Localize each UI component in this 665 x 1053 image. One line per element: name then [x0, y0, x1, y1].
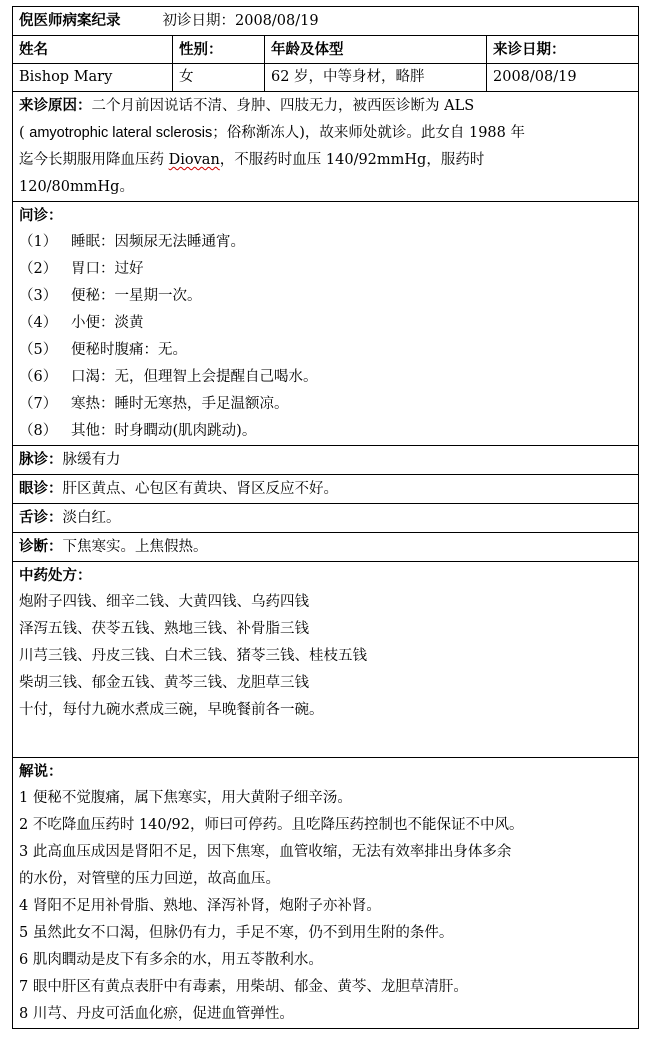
pulse-text: 脉缓有力 — [62, 452, 121, 468]
eye-text: 肝区黄点、心包区有黄块、肾区反应不好。 — [62, 481, 338, 497]
inquiry-item — [19, 364, 632, 391]
inquiry-item-text: 胃口：过好 — [71, 261, 144, 277]
diagnosis-label: 诊断： — [19, 538, 63, 555]
prescription-line: 泽泻五钱、茯苓五钱、熟地三钱、补骨脂三钱 — [19, 621, 309, 637]
explain-line: 7 眼中肝区有黄点表肝中有毒素，用柴胡、郁金、黄芩、龙胆草清肝。 — [19, 979, 468, 995]
explain-line: 1 便秘不觉腹痛，属下焦寒实，用大黄附子细辛汤。 — [19, 790, 352, 806]
tongue-label: 舌诊： — [19, 509, 63, 526]
inquiry-item-number: （6） — [19, 369, 58, 385]
inquiry-item-text: 便秘：一星期一次。 — [71, 288, 202, 304]
prescription-line: 川芎三钱、丹皮三钱、白术三钱、猪苓三钱、桂枝五钱 — [19, 648, 367, 664]
als-term: amyotrophic lateral sclerosis — [29, 125, 213, 141]
inquiry-item — [19, 229, 632, 256]
inquiry-item-number: （8） — [19, 423, 58, 439]
diagnosis-row — [13, 533, 639, 562]
inquiry-item — [19, 310, 632, 337]
inquiry-item-text: 其他：时身瞤动(肌肉跳动)。 — [71, 423, 257, 439]
medical-record — [12, 6, 638, 1029]
record-title: 倪医师病案纪录 — [19, 12, 121, 29]
header-name: 姓名 — [13, 36, 173, 64]
header-visit-date: 来诊日期： — [487, 36, 639, 64]
patient-visit-date: 2008/08/19 — [487, 64, 639, 92]
pulse-label: 脉诊： — [19, 451, 63, 468]
inquiry-row — [13, 202, 639, 446]
prescription-line: 柴胡三钱、郁金五钱、黄芩三钱、龙胆草三钱 — [19, 675, 309, 691]
explain-line: 4 肾阳不足用补骨脂、熟地、泽泻补肾，炮附子亦补肾。 — [19, 898, 381, 914]
inquiry-item-text: 便秘时腹痛：无。 — [71, 342, 187, 358]
explain-list — [19, 785, 632, 1028]
inquiry-item — [19, 337, 632, 364]
header-age: 年龄及体型 — [265, 36, 487, 64]
explain-row — [13, 758, 639, 1029]
inquiry-item-number: （3） — [19, 288, 58, 304]
inquiry-item-number: （7） — [19, 396, 58, 412]
explain-line: 6 肌肉瞤动是皮下有多余的水，用五苓散利水。 — [19, 952, 323, 968]
reason-row — [13, 92, 639, 202]
inquiry-item-number: （1） — [19, 234, 58, 250]
inquiry-item-text: 小便：淡黄 — [71, 315, 144, 331]
inquiry-item-number: （5） — [19, 342, 58, 358]
prescription-row — [13, 562, 639, 758]
eye-row — [13, 475, 639, 504]
explain-label: 解说： — [19, 763, 63, 780]
tongue-row — [13, 504, 639, 533]
inquiry-list — [19, 229, 632, 445]
patient-age: 62 岁，中等身材，略胖 — [265, 64, 487, 92]
header-row — [13, 36, 639, 64]
inquiry-item — [19, 418, 632, 445]
inquiry-item-text: 睡眠：因频尿无法睡通宵。 — [71, 234, 245, 250]
inquiry-item-number: （2） — [19, 261, 58, 277]
explain-line: 的水份，对管壁的压力回逆，故高血压。 — [19, 871, 280, 887]
inquiry-item — [19, 283, 632, 310]
prescription-list — [19, 589, 632, 724]
eye-label: 眼诊： — [19, 480, 63, 497]
initial-date: 初诊日期：2008/08/19 — [162, 13, 319, 29]
inquiry-label: 问诊： — [19, 207, 63, 224]
inquiry-item-text: 寒热：睡时无寒热，手足温额凉。 — [71, 396, 289, 412]
header-sex: 性别： — [173, 36, 265, 64]
patient-sex: 女 — [173, 64, 265, 92]
reason-line-2: ( amyotrophic lateral sclerosis；俗称渐冻人)，故来师处就诊。此女自 1988 年 — [19, 125, 525, 141]
inquiry-item — [19, 256, 632, 283]
explain-line: 8 川芎、丹皮可活血化瘀，促进血管弹性。 — [19, 1006, 294, 1022]
diagnosis-text: 下焦寒实。上焦假热。 — [62, 539, 208, 555]
drug-name: Diovan — [168, 152, 220, 168]
explain-line: 2 不吃降血压药时 140/92，师曰可停药。且吃降压药控制也不能保证不中风。 — [19, 817, 524, 833]
pulse-row — [13, 446, 639, 475]
explain-line: 5 虽然此女不口渴，但脉仍有力，手足不寒，仍不到用生附的条件。 — [19, 925, 454, 941]
reason-label: 来诊原因： — [19, 97, 92, 114]
reason-line-4: 120/80mmHg。 — [19, 179, 134, 195]
prescription-line: 炮附子四钱、细辛二钱、大黄四钱、乌药四钱 — [19, 594, 309, 610]
prescription-line: 十付，每付九碗水煮成三碗，早晚餐前各一碗。 — [19, 702, 324, 718]
patient-name: Bishop Mary — [13, 64, 173, 92]
explain-line: 3 此高血压成因是肾阳不足，因下焦寒，血管收缩，无法有效率排出身体多余 — [19, 844, 512, 860]
tongue-text: 淡白红。 — [62, 510, 121, 526]
inquiry-item-text: 口渴：无，但理智上会提醒自己喝水。 — [71, 369, 318, 385]
inquiry-item-number: （4） — [19, 315, 58, 331]
inquiry-item — [19, 391, 632, 418]
record-table — [12, 6, 639, 1029]
patient-row — [13, 64, 639, 92]
prescription-label: 中药处方： — [19, 567, 92, 584]
reason-line-1: 来诊原因：二个月前因说话不清、身肿、四肢无力，被西医诊断为 ALS — [19, 97, 475, 114]
title-row — [13, 7, 639, 36]
reason-line-3: 迄今长期服用降血压药 Diovan，不服药时血压 140/92mmHg，服药时 — [19, 152, 485, 168]
